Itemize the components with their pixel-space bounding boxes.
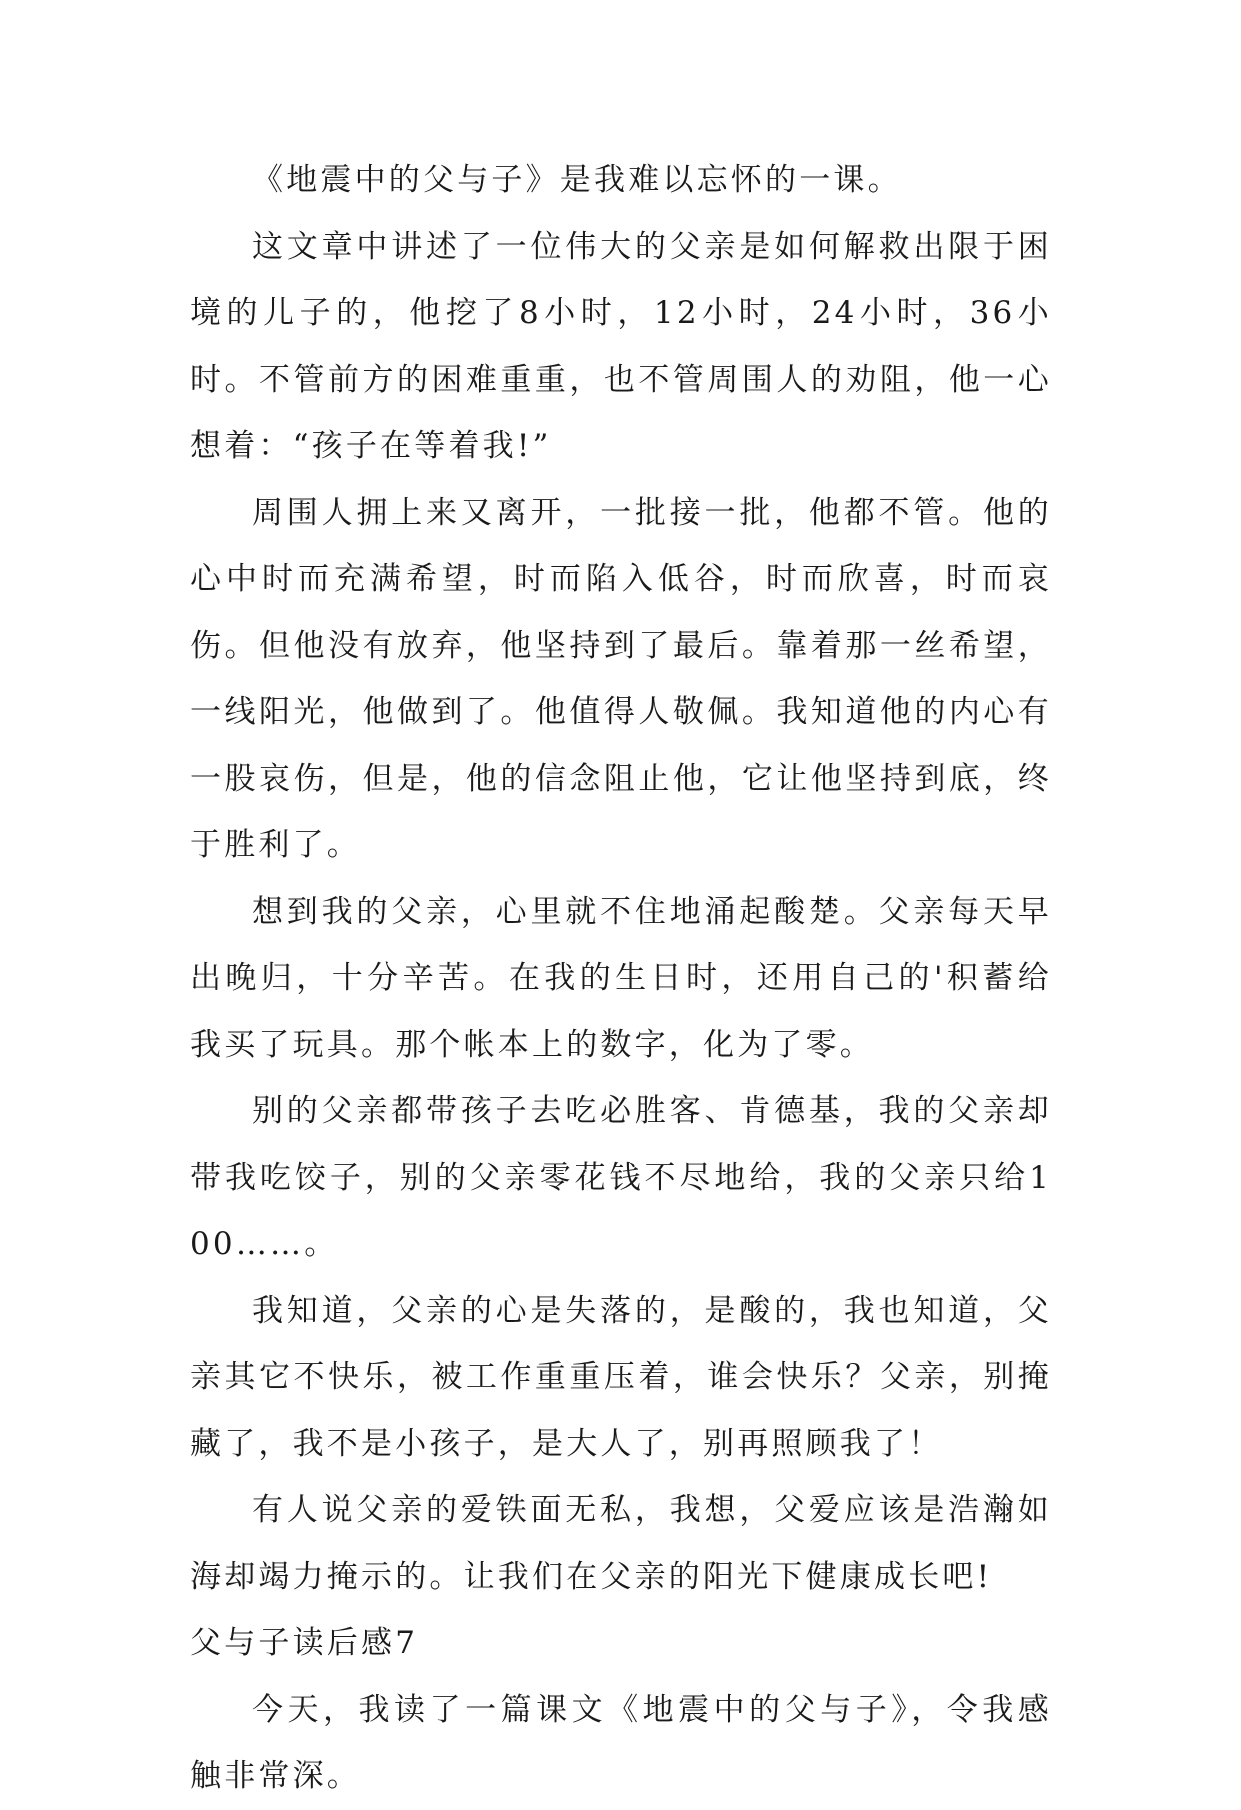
- document-body: [190, 147, 1052, 1810]
- paragraph-4: 想到我的父亲，心里就不住地涌起酸楚。父亲每天早出晚归，十分辛苦。在我的生日时，还用自己的'积蓄给我买了玩具。那个帐本上的数字，化为了零。: [190, 893, 1052, 1063]
- paragraph-1: 《地震中的父与子》是我难以忘怀的一课。: [252, 162, 902, 198]
- paragraph-7: 有人说父亲的爱铁面无私，我想，父爱应该是浩瀚如海却竭力掩示的。让我们在父亲的阳光下健康成长吧!: [190, 1492, 1052, 1595]
- section-heading: 父与子读后感7: [190, 1625, 419, 1661]
- paragraph-6: 我知道，父亲的心是失落的，是酸的，我也知道，父亲其它不快乐，被工作重重压着，谁会快乐？父亲，别掩藏了，我不是小孩子，是大人了，别再照顾我了！: [190, 1292, 1052, 1462]
- paragraph-2: 这文章中讲述了一位伟大的父亲是如何解救出限于困境的儿子的，他挖了8小时，12小时，24小时，36小时。不管前方的困难重重，也不管周围人的劝阻，他一心想着：“孩子在等着我!”: [190, 228, 1052, 464]
- section-paragraph-1: 今天，我读了一篇课文《地震中的父与子》，令我感触非常深。: [190, 1691, 1052, 1794]
- paragraph-3: 周围人拥上来又离开，一批接一批，他都不管。他的心中时而充满希望，时而陷入低谷，时而欣喜，时而哀伤。但他没有放弃，他坚持到了最后。靠着那一丝希望，一线阳光，他做到了。他值得人敬佩。我知道他的内心有一股哀伤，但是，他的信念阻止他，它让他坚持到底，终于胜利了。: [190, 494, 1052, 863]
- paragraph-5: 别的父亲都带孩子去吃必胜客、肯德基，我的父亲却带我吃饺子，别的父亲零花钱不尽地给，我的父亲只给100……。: [190, 1093, 1052, 1262]
